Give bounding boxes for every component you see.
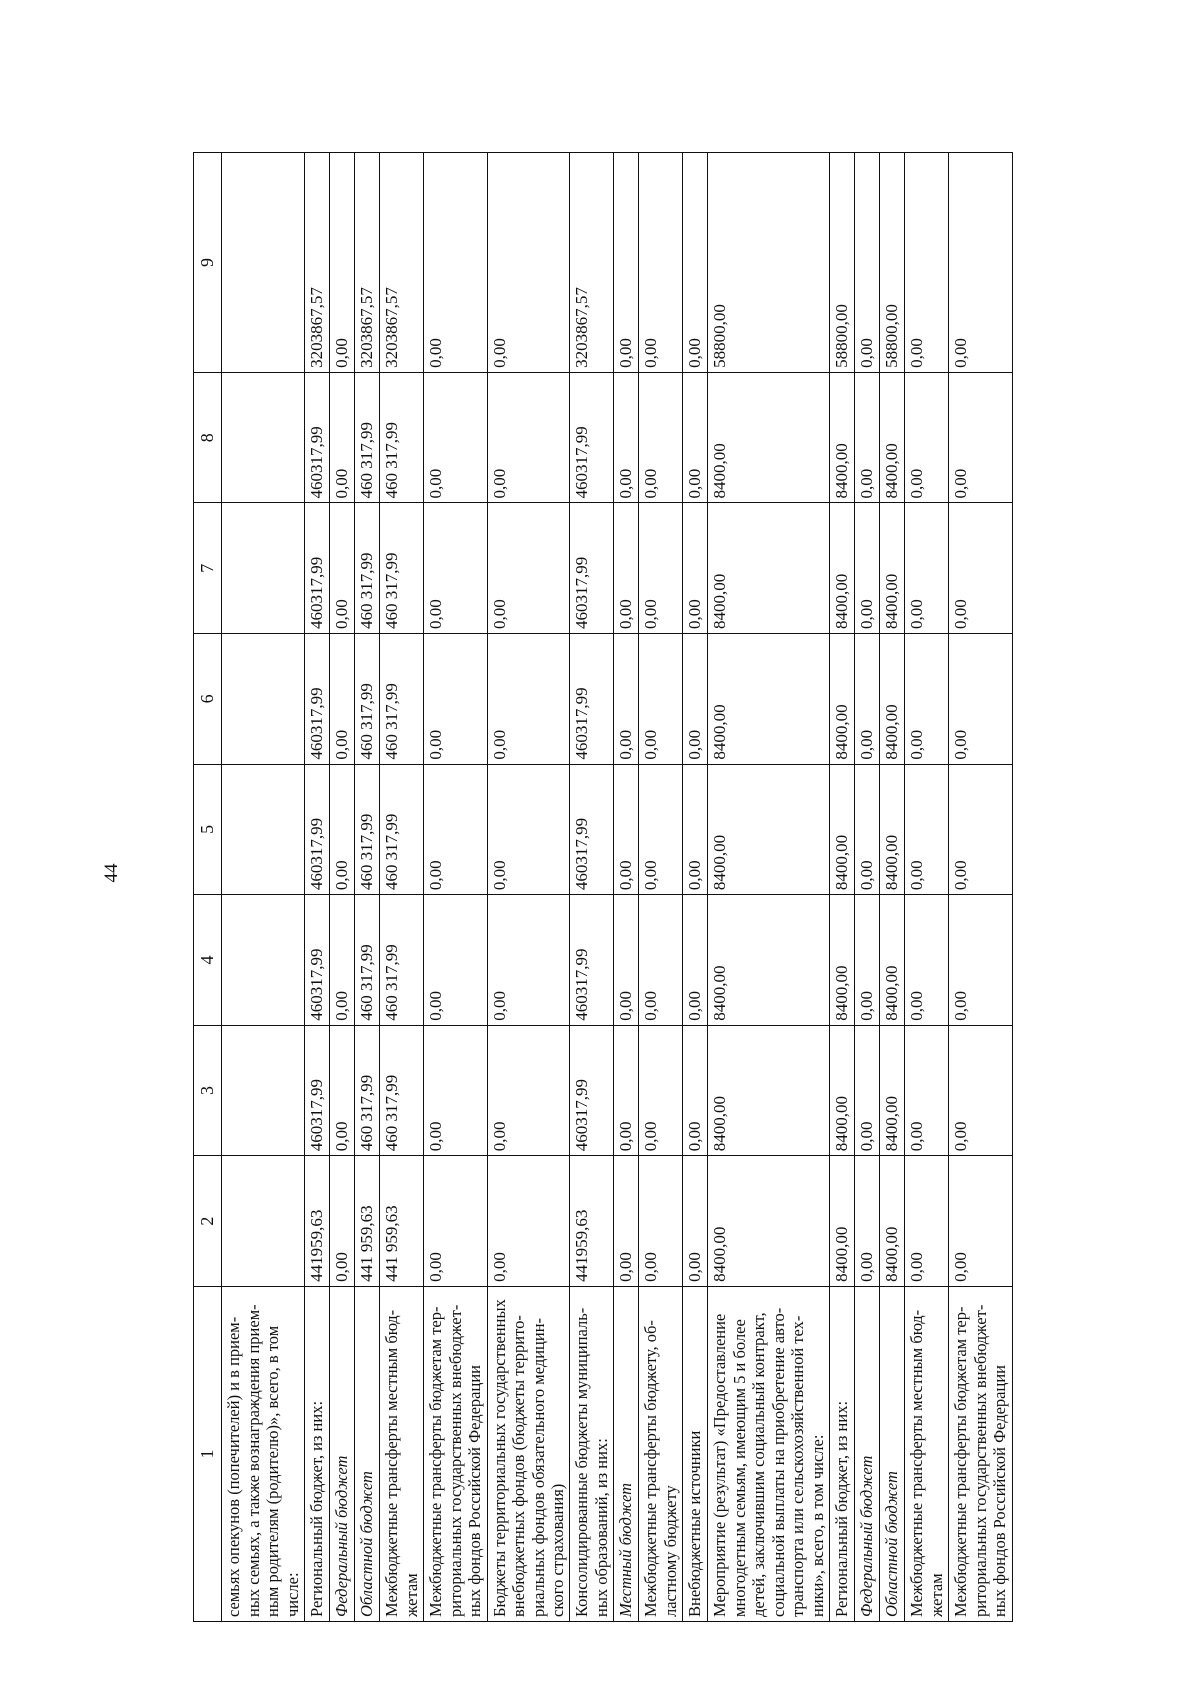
table-row <box>222 153 305 1622</box>
table-row <box>424 153 487 1622</box>
table-cell: 460 317,99 <box>380 895 424 1026</box>
table-cell <box>222 1025 305 1156</box>
table-row <box>614 153 639 1622</box>
table-cell: 58800,00 <box>708 153 830 373</box>
table-cell: 0,00 <box>424 153 487 373</box>
table-cell: 8400,00 <box>708 372 830 503</box>
table-cell <box>222 895 305 1026</box>
table-cell: 0,00 <box>330 372 355 503</box>
table-cell: 0,00 <box>487 153 570 373</box>
table-cell: 0,00 <box>614 1156 639 1287</box>
table-cell: 0,00 <box>330 634 355 765</box>
table-cell <box>222 634 305 765</box>
budget-table <box>193 152 1013 1622</box>
table-cell: 0,00 <box>905 153 949 373</box>
table-cell: 0,00 <box>855 372 880 503</box>
table-cell: 441 959,63 <box>355 1156 380 1287</box>
table-cell: 0,00 <box>639 153 683 373</box>
row-label: Мероприятие (результат) «Предоставление многодетным семьям, имеющим 5 и более детей, заключившим социальный контракт, социальной выплаты на приобретение авто-транспорта или сельскохозяйственной тех-ники», всего, в том числе: <box>708 1286 830 1621</box>
table-cell: 0,00 <box>683 895 708 1026</box>
table-cell: 8400,00 <box>708 1025 830 1156</box>
table-cell: 8400,00 <box>830 503 855 634</box>
table-cell: 0,00 <box>614 153 639 373</box>
table-cell: 460 317,99 <box>380 1025 424 1156</box>
table-cell: 0,00 <box>424 634 487 765</box>
row-label: Межбюджетные трансферты бюджету, об-ластному бюджету <box>639 1286 683 1621</box>
column-header: 5 <box>194 764 222 895</box>
row-label: Бюджеты территориальных государственных внебюджетных фондов (бюджеты террито-риальных фондов обязательного медицин-ского страхования) <box>487 1286 570 1621</box>
table-cell: 460317,99 <box>305 634 330 765</box>
page-number: 44 <box>101 863 122 883</box>
table-row <box>305 153 330 1622</box>
table-cell: 460317,99 <box>570 634 614 765</box>
table-cell: 0,00 <box>905 764 949 895</box>
table-cell: 0,00 <box>639 1156 683 1287</box>
table-cell: 0,00 <box>683 1025 708 1156</box>
table-cell: 460 317,99 <box>355 372 380 503</box>
row-label: Межбюджетные трансферты бюджетам тер-риториальных государственных внебюджет-ных фондов Российской Федерации <box>949 1286 1012 1621</box>
table-cell: 460317,99 <box>305 1025 330 1156</box>
table-cell: 8400,00 <box>880 1025 905 1156</box>
table-cell: 0,00 <box>683 503 708 634</box>
table-body <box>222 153 1013 1622</box>
table-cell: 8400,00 <box>708 895 830 1026</box>
table-cell: 460317,99 <box>305 895 330 1026</box>
table-cell: 58800,00 <box>880 153 905 373</box>
table-cell: 460 317,99 <box>355 895 380 1026</box>
table-cell: 460 317,99 <box>380 634 424 765</box>
table-cell: 0,00 <box>855 1025 880 1156</box>
table-cell: 0,00 <box>424 895 487 1026</box>
row-label: семьях опекунов (попечителей) и в прием-ных семьях, а также вознаграждения прием-ным родителям (родителю)», всего, в том числе: <box>222 1286 305 1621</box>
table-cell: 0,00 <box>487 1156 570 1287</box>
table-row <box>570 153 614 1622</box>
row-label: Консолидированные бюджеты муниципаль-ных образований, из них: <box>570 1286 614 1621</box>
table-cell <box>222 153 305 373</box>
table-cell <box>222 1156 305 1287</box>
table-cell <box>222 764 305 895</box>
table-cell: 460 317,99 <box>355 1025 380 1156</box>
table-cell: 0,00 <box>949 153 1012 373</box>
table-cell: 0,00 <box>330 1025 355 1156</box>
column-header: 2 <box>194 1156 222 1287</box>
table-cell: 0,00 <box>683 372 708 503</box>
row-label: Межбюджетные трансферты бюджетам тер-риториальных государственных внебюджет-ных фондов Российской Федерации <box>424 1286 487 1621</box>
table-cell: 0,00 <box>639 372 683 503</box>
table-cell: 0,00 <box>683 1156 708 1287</box>
table-cell: 0,00 <box>424 1025 487 1156</box>
table-cell: 0,00 <box>949 895 1012 1026</box>
table-cell: 8400,00 <box>830 895 855 1026</box>
table-cell: 0,00 <box>949 1156 1012 1287</box>
table-cell: 460317,99 <box>570 895 614 1026</box>
table-cell: 0,00 <box>614 372 639 503</box>
row-label: Местный бюджет <box>614 1286 639 1621</box>
table-cell: 0,00 <box>855 153 880 373</box>
table-header-row <box>194 153 222 1622</box>
table-cell: 0,00 <box>949 372 1012 503</box>
table-row <box>708 153 830 1622</box>
table-cell: 0,00 <box>487 372 570 503</box>
table-cell: 0,00 <box>905 634 949 765</box>
table-cell: 441 959,63 <box>380 1156 424 1287</box>
table-cell: 0,00 <box>487 764 570 895</box>
table-row <box>355 153 380 1622</box>
table-cell: 8400,00 <box>708 503 830 634</box>
table-cell: 460317,99 <box>305 764 330 895</box>
table-cell: 460 317,99 <box>380 764 424 895</box>
table-cell: 8400,00 <box>880 634 905 765</box>
table-cell: 3203867,57 <box>380 153 424 373</box>
table-cell: 460 317,99 <box>380 503 424 634</box>
table-cell: 460317,99 <box>305 372 330 503</box>
table-cell: 0,00 <box>487 1025 570 1156</box>
table-cell: 0,00 <box>949 764 1012 895</box>
table-cell: 0,00 <box>330 153 355 373</box>
table-cell: 0,00 <box>949 1025 1012 1156</box>
table-cell: 0,00 <box>905 895 949 1026</box>
row-label: Областной бюджет <box>355 1286 380 1621</box>
row-label: Региональный бюджет, из них: <box>830 1286 855 1621</box>
table-cell: 3203867,57 <box>305 153 330 373</box>
table-cell: 8400,00 <box>830 372 855 503</box>
table-cell: 0,00 <box>855 895 880 1026</box>
column-header: 8 <box>194 372 222 503</box>
column-header: 6 <box>194 634 222 765</box>
table-cell: 8400,00 <box>880 764 905 895</box>
table-row <box>949 153 1012 1622</box>
table-cell: 0,00 <box>639 895 683 1026</box>
column-header: 9 <box>194 153 222 373</box>
table-cell: 0,00 <box>949 503 1012 634</box>
row-label: Межбюджетные трансферты местным бюд-жетам <box>905 1286 949 1621</box>
table-row <box>683 153 708 1622</box>
table-row <box>487 153 570 1622</box>
table-cell: 0,00 <box>424 764 487 895</box>
table-cell: 3203867,57 <box>355 153 380 373</box>
table-row <box>855 153 880 1622</box>
table-row <box>330 153 355 1622</box>
table-cell: 460 317,99 <box>355 634 380 765</box>
table-cell: 0,00 <box>855 764 880 895</box>
table-cell: 0,00 <box>330 1156 355 1287</box>
column-header: 4 <box>194 895 222 1026</box>
table-cell: 441959,63 <box>305 1156 330 1287</box>
table-cell: 8400,00 <box>830 1156 855 1287</box>
table-cell: 0,00 <box>424 372 487 503</box>
table-cell: 460317,99 <box>570 372 614 503</box>
table-cell: 8400,00 <box>830 764 855 895</box>
table-cell: 0,00 <box>905 503 949 634</box>
column-header: 3 <box>194 1025 222 1156</box>
table-cell: 0,00 <box>855 1156 880 1287</box>
row-label: Областной бюджет <box>880 1286 905 1621</box>
table-cell: 0,00 <box>487 634 570 765</box>
table-cell: 0,00 <box>614 503 639 634</box>
table-row <box>830 153 855 1622</box>
table-cell: 0,00 <box>683 764 708 895</box>
row-label: Внебюджетные источники <box>683 1286 708 1621</box>
table-cell: 441959,63 <box>570 1156 614 1287</box>
table-cell: 3203867,57 <box>570 153 614 373</box>
row-label: Региональный бюджет, из них: <box>305 1286 330 1621</box>
table-row <box>880 153 905 1622</box>
table-row <box>905 153 949 1622</box>
table-cell: 0,00 <box>905 372 949 503</box>
row-label: Межбюджетные трансферты местным бюд-жетам <box>380 1286 424 1621</box>
budget-table-container <box>193 152 1105 1622</box>
table-cell: 8400,00 <box>880 895 905 1026</box>
table-row <box>639 153 683 1622</box>
table-cell: 0,00 <box>949 634 1012 765</box>
table-cell: 0,00 <box>614 895 639 1026</box>
table-cell <box>222 503 305 634</box>
table-cell: 0,00 <box>683 634 708 765</box>
table-cell: 0,00 <box>905 1156 949 1287</box>
table-cell: 0,00 <box>614 1025 639 1156</box>
table-cell: 8400,00 <box>830 1025 855 1156</box>
table-cell: 8400,00 <box>880 503 905 634</box>
table-cell: 460 317,99 <box>355 764 380 895</box>
table-cell: 0,00 <box>487 895 570 1026</box>
table-cell: 460 317,99 <box>355 503 380 634</box>
table-cell: 0,00 <box>330 503 355 634</box>
table-cell: 0,00 <box>683 153 708 373</box>
column-header: 7 <box>194 503 222 634</box>
table-cell: 0,00 <box>905 1025 949 1156</box>
table-cell: 0,00 <box>639 764 683 895</box>
table-cell: 460317,99 <box>305 503 330 634</box>
table-cell: 0,00 <box>614 634 639 765</box>
table-cell: 8400,00 <box>880 1156 905 1287</box>
table-cell: 0,00 <box>330 895 355 1026</box>
table-cell: 0,00 <box>855 503 880 634</box>
table-cell: 0,00 <box>424 503 487 634</box>
table-cell: 0,00 <box>639 634 683 765</box>
table-cell: 8400,00 <box>708 764 830 895</box>
table-cell: 0,00 <box>639 503 683 634</box>
column-header: 1 <box>194 1286 222 1621</box>
table-cell: 460317,99 <box>570 1025 614 1156</box>
table-row <box>380 153 424 1622</box>
table-cell: 0,00 <box>855 634 880 765</box>
table-cell: 0,00 <box>424 1156 487 1287</box>
table-cell <box>222 372 305 503</box>
table-cell: 460317,99 <box>570 503 614 634</box>
table-cell: 8400,00 <box>708 634 830 765</box>
table-cell: 0,00 <box>614 764 639 895</box>
table-cell: 8400,00 <box>880 372 905 503</box>
table-cell: 0,00 <box>639 1025 683 1156</box>
table-cell: 8400,00 <box>830 634 855 765</box>
table-cell: 58800,00 <box>830 153 855 373</box>
table-cell: 460 317,99 <box>380 372 424 503</box>
table-cell: 0,00 <box>487 503 570 634</box>
row-label: Федеральный бюджет <box>855 1286 880 1621</box>
table-cell: 0,00 <box>330 764 355 895</box>
table-cell: 460317,99 <box>570 764 614 895</box>
table-cell: 8400,00 <box>708 1156 830 1287</box>
row-label: Федеральный бюджет <box>330 1286 355 1621</box>
